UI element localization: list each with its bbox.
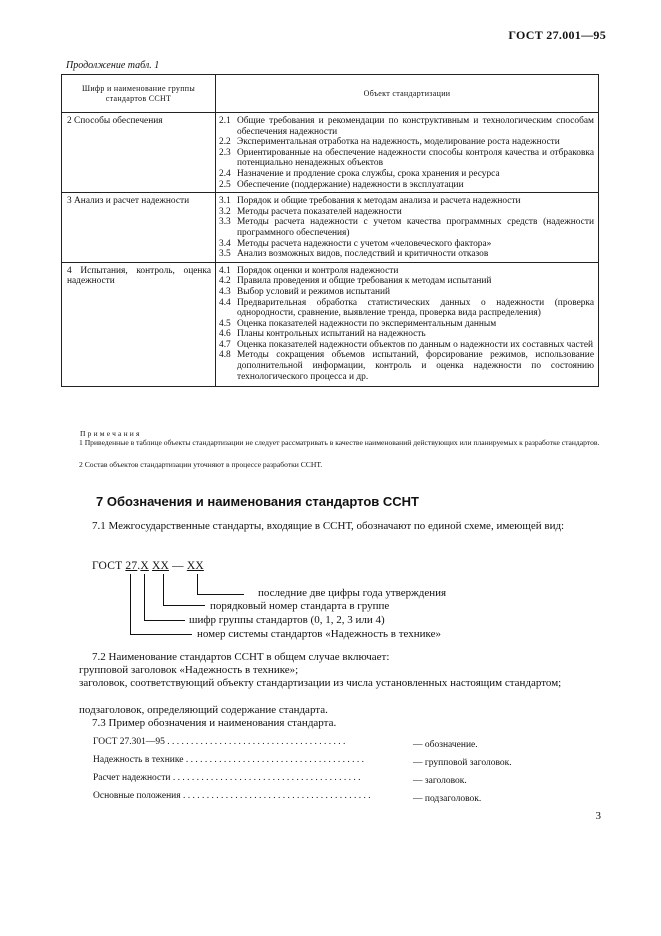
group-objects	[216, 193, 599, 263]
list-item: 4.8 Методы сокращения объемов испытаний, форсирование режимов, использование дополнительной информации, контроль и оценка надежности по состоянию технологического процесса и др.	[219, 350, 594, 382]
scheme-serial-number: ХХ	[151, 560, 169, 572]
list-item: 4.4 Предварительная обработка статистических данных о надежности (проверка однородности, сравнение, выявление тренда, проверка вида распределения)	[219, 297, 594, 319]
section-title: 7 Обозначения и наименования стандартов ССНТ	[96, 494, 419, 509]
col1-header: Шифр и наименование группы стандартов ССНТ	[62, 75, 216, 113]
paragraph-7-2: 7.2 Наименование стандартов ССНТ в общем случае включает:	[92, 651, 390, 663]
list-item: 4.1 Порядок оценки и контроля надежности	[219, 265, 399, 276]
table-header-row	[62, 75, 599, 113]
connector-line	[163, 574, 164, 606]
connector-line	[130, 574, 131, 635]
list-item: 3.4 Методы расчета надежности с учетом «человеческого фактора»	[219, 238, 492, 249]
label-system-number: номер системы стандартов «Надежность в технике»	[197, 628, 441, 640]
paragraph-7-2-line-3: подзаголовок, определяющий содержание стандарта.	[79, 704, 328, 716]
example-row: Расчет надежности . . . . . . . . . . . . . . . . . . . . . . . . . . . . . . . . . . . . . . . . — заголовок.	[93, 773, 467, 786]
page-number: 3	[595, 810, 601, 822]
paragraph-7-3: 7.3 Пример обозначения и наименования стандарта.	[92, 717, 337, 729]
list-item: 4.6 Планы контрольных испытаний на надежность	[219, 329, 426, 340]
paragraph-7-1: 7.1 Межгосударственные стандарты, входящие в ССНТ, обозначают по единой схеме, имеющей вид:	[92, 520, 565, 532]
table-row	[62, 262, 599, 387]
table-row	[62, 113, 599, 193]
list-item: 4.3 Выбор условий и режимов испытаний	[219, 286, 391, 297]
connector-line	[163, 605, 205, 606]
group-name: 3 Анализ и расчет надежности	[62, 193, 216, 263]
list-item: 2.2 Экспериментальная отработка на надежность, моделирование роста надежности	[219, 137, 560, 148]
list-item: 4.5 Оценка показателей надежности по экспериментальным данным	[219, 318, 497, 329]
label-year: последние две цифры года утверждения	[258, 587, 447, 599]
connector-line	[197, 594, 244, 595]
label-serial-number: порядковый номер стандарта в группе	[210, 600, 390, 612]
example-row: Основные положения . . . . . . . . . . . . . . . . . . . . . . . . . . . . . . . . . . . . . . . . — подзаголовок.	[93, 791, 482, 804]
list-item: 3.2 Методы расчета показателей надежности	[219, 206, 402, 217]
connector-line	[197, 574, 198, 595]
list-item: 4.7 Оценка показателей надежности объектов по данным о надежности их составных частей	[219, 339, 593, 350]
connector-line	[130, 634, 192, 635]
list-item: 3.3 Методы расчета надежности с учетом качества программных средств (надежности программного обеспечения)	[219, 217, 594, 238]
list-item: 2.4 Назначение и продление срока службы, срока хранения и ресурса	[219, 168, 500, 179]
list-item: 2.1 Общие требования и рекомендации по конструктивным и технологическим способам обеспечения надежности	[219, 116, 594, 137]
scheme-prefix: ГОСТ	[92, 560, 123, 572]
scheme-system-number: 27	[125, 560, 138, 572]
paragraph-7-2-line-2: заголовок, соответствующий объекту стандартизации из числа установленных настоящим стандартом;	[79, 677, 562, 689]
example-row: Надежность в технике . . . . . . . . . . . . . . . . . . . . . . . . . . . . . . . . . . . . . . — групповой заголовок.	[93, 755, 512, 768]
group-name: 4 Испытания, контроль, оценка надежности	[62, 262, 216, 387]
list-item: 4.2 Правила проведения и общие требования к методам испытаний	[219, 276, 492, 287]
group-name: 2 Способы обеспечения	[62, 113, 216, 193]
col2-header: Объект стандартизации	[216, 75, 599, 113]
group-objects	[216, 113, 599, 193]
example-row: ГОСТ 27.301—95 . . . . . . . . . . . . . . . . . . . . . . . . . . . . . . . . . . . . . . — обозначение.	[93, 737, 478, 750]
list-item: 3.1 Порядок и общие требования к методам анализа и расчета надежности	[219, 196, 521, 207]
table-row	[62, 193, 599, 263]
label-group-code: шифр группы стандартов (0, 1, 2, 3 или 4)	[189, 614, 385, 626]
note-2: 2 Состав объектов стандартизации уточняют в процессе разработки ССНТ.	[79, 460, 323, 469]
designation-scheme: ГОСТ 27.Х ХХ — ХХ	[92, 560, 204, 572]
list-item: 2.3 Ориентированные на обеспечение надежности способы контроля качества и отбраковка потенциально ненадежных объектов	[219, 147, 594, 169]
standards-group-table	[61, 74, 599, 387]
connector-line	[144, 574, 145, 621]
list-item: 2.5 Обеспечение (поддержание) надежности в эксплуатации	[219, 179, 464, 190]
scheme-group-code: Х	[140, 560, 149, 572]
note-1: 1 Приведенные в таблице объекты стандартизации не следует рассматривать в качестве наименований действующих или планируемых к разработке стандартов.	[79, 438, 600, 447]
list-item: 3.5 Анализ возможных видов, последствий и критичности отказов	[219, 249, 489, 260]
connector-line	[144, 620, 185, 621]
document-code: ГОСТ 27.001—95	[508, 28, 606, 42]
table-continuation-caption: Продолжение табл. 1	[66, 60, 160, 71]
notes-title: Примечания	[80, 429, 142, 438]
paragraph-7-2-line-1: групповой заголовок «Надежность в технике»;	[79, 664, 299, 676]
scheme-year: ХХ	[186, 560, 204, 572]
group-objects	[216, 262, 599, 387]
